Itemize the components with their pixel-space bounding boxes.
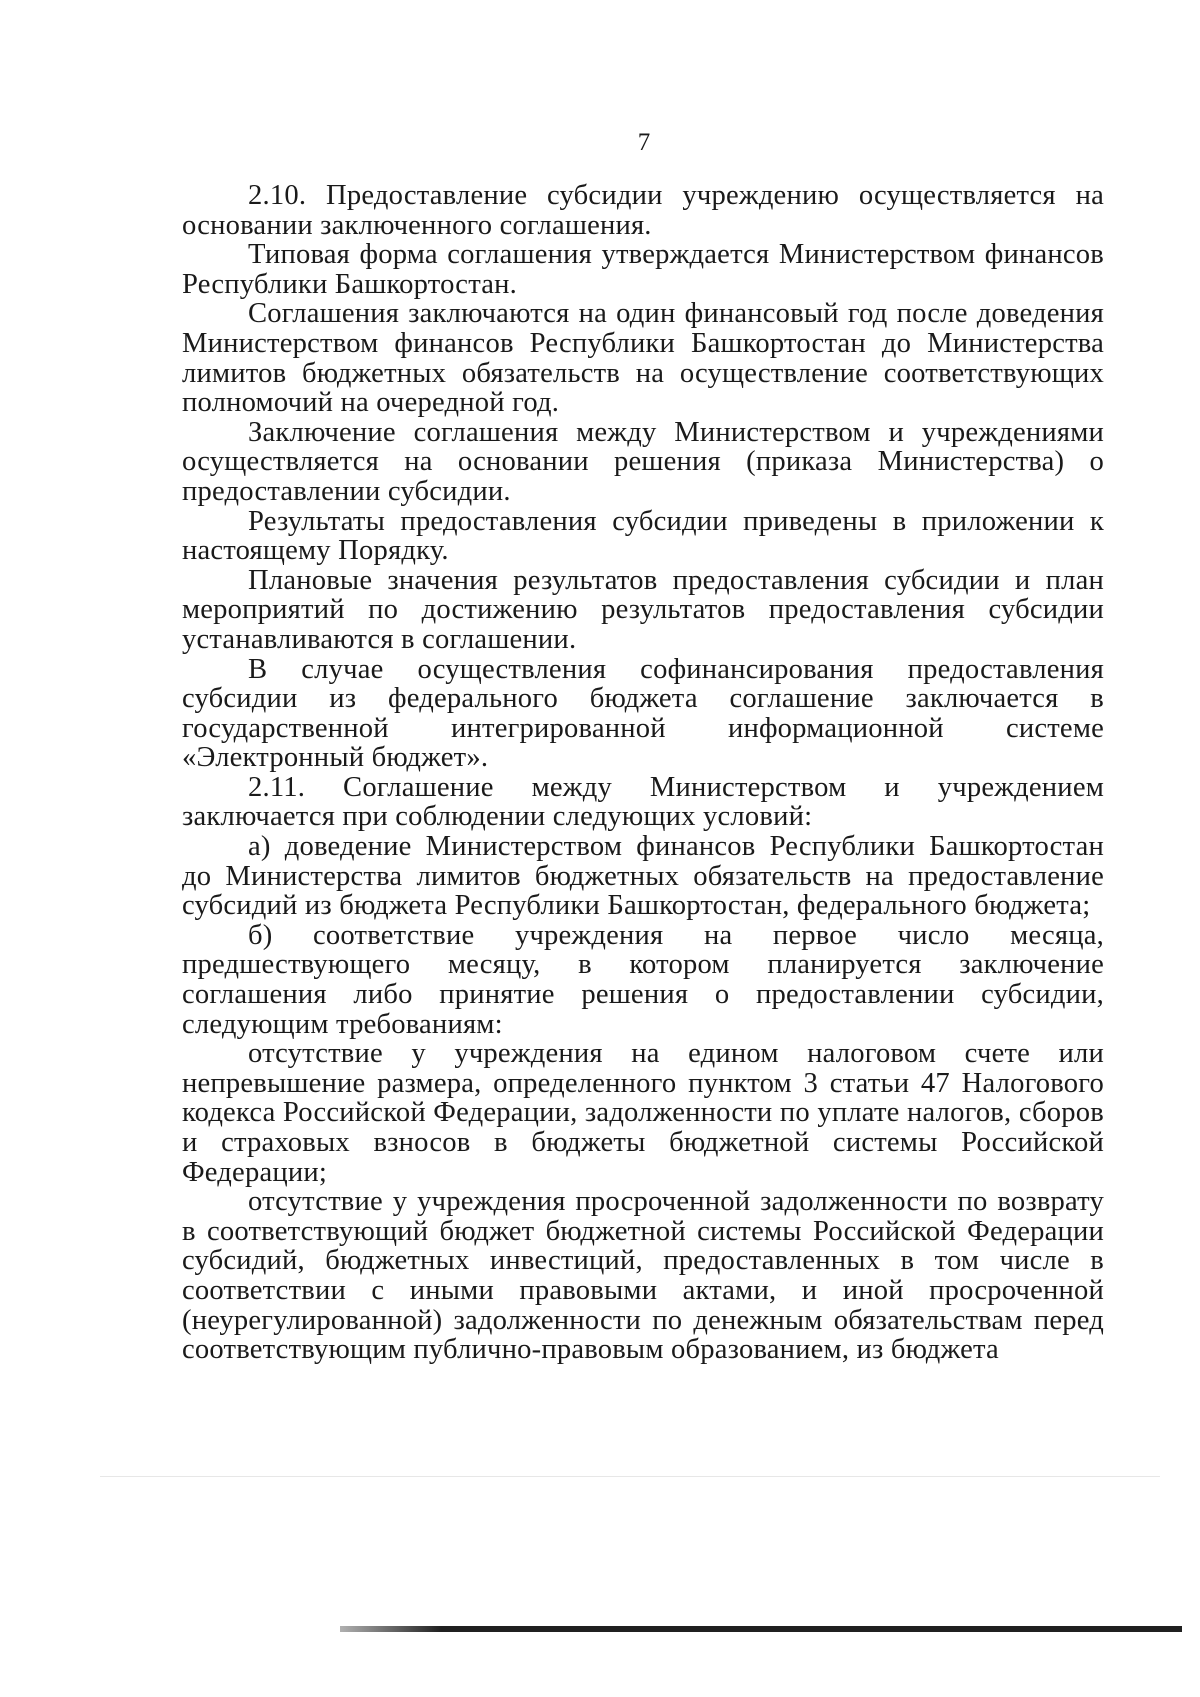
paragraph-results: Результаты предоставления субсидии приведены в приложении к настоящему Порядку. — [182, 505, 1104, 567]
page-number: 7 — [637, 129, 651, 156]
paragraph-requirement-debt: отсутствие у учреждения просроченной задолженности по возврату в соответствующий бюджет бюджетной системы Российской Федерации субсидий, бюджетных инвестиций, предоставленных в том числе в соответствии с иными правовыми актами, и иной просроченной (неурегулированной) задолженности по денежным обязательствам перед соответствующим публично-правовым образованием, из бюджета — [182, 1186, 1104, 1366]
paragraph-condition-b: б) соответствие учреждения на первое число месяца, предшествующего месяцу, в котором планируется заключение соглашения либо принятие решения о предоставлении субсидии, следующим требованиям: — [182, 919, 1104, 1040]
paragraph-agreement-basis: Заключение соглашения между Министерством и учреждениями осуществляется на основании решения (приказа Министерства) о предоставлении субсидии. — [182, 416, 1104, 507]
paragraph-standard-form: Типовая форма соглашения утверждается Министерством финансов Республики Башкортостан. — [182, 239, 1104, 300]
scan-bottom-edge — [340, 1626, 1182, 1632]
document-body — [182, 181, 1104, 1365]
paragraph-cofinancing: В случае осуществления софинансирования предоставления субсидии из федерального бюджета соглашение заключается в государственной интегрированной информационной системе «Электронный бюджет». — [182, 653, 1104, 774]
scan-artifact-line — [100, 1476, 1160, 1477]
paragraph-requirement-tax: отсутствие у учреждения на едином налоговом счете или непревышение размера, определенного пунктом 3 статьи 47 Налогового кодекса Российской Федерации, задолженности по уплате налогов, сборов и страховых взносов в бюджеты бюджетной системы Российской Федерации; — [182, 1038, 1104, 1188]
paragraph-agreement-term: Соглашения заключаются на один финансовый год после доведения Министерством финансов Республики Башкортостан до Министерства лимитов бюджетных обязательств на осуществление соответствующих полномочий на очередной год. — [182, 298, 1104, 419]
paragraph-planned-values: Плановые значения результатов предоставления субсидии и план мероприятий по достижению результатов предоставления субсидии устанавливаются в соглашении. — [182, 564, 1104, 655]
paragraph-2-10: 2.10. Предоставление субсидии учреждению осуществляется на основании заключенного соглашения. — [182, 180, 1104, 241]
paragraph-2-11: 2.11. Соглашение между Министерством и учреждением заключается при соблюдении следующих условий: — [182, 771, 1104, 833]
paragraph-condition-a: а) доведение Министерством финансов Республики Башкортостан до Министерства лимитов бюджетных обязательств на предоставление субсидий из бюджета Республики Башкортостан, федерального бюджета; — [182, 831, 1104, 922]
